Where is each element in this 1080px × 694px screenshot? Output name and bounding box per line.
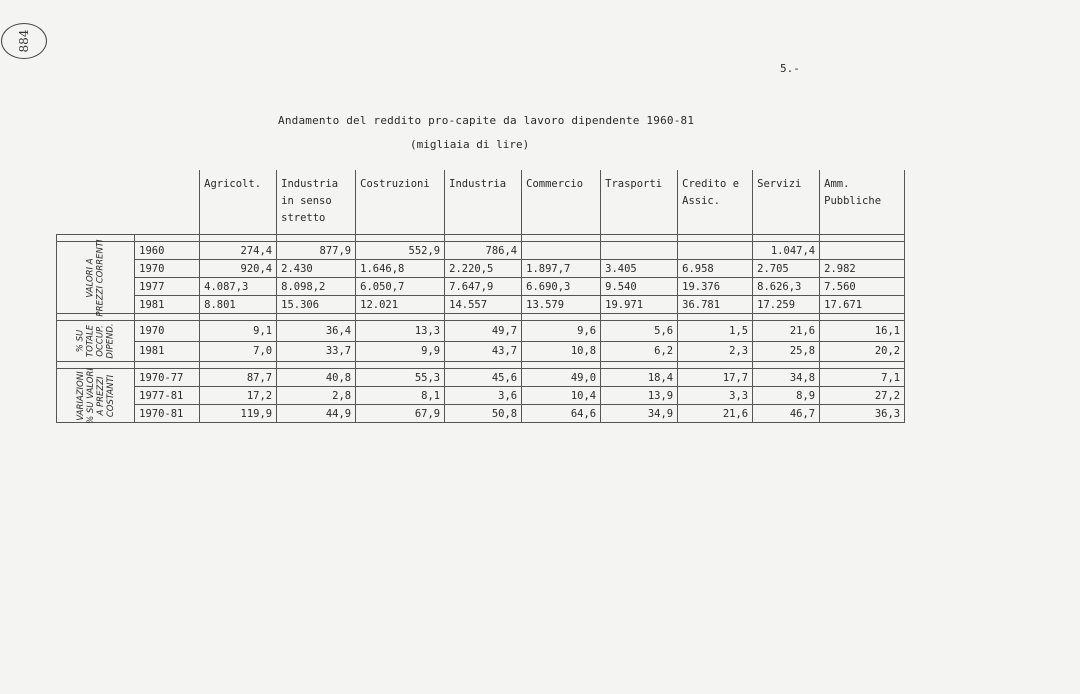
table-cell: 17.259 xyxy=(753,296,820,314)
col-header-text: Agricolt. xyxy=(204,178,262,190)
table-cell: 7,0 xyxy=(200,341,277,362)
table-cell: 2.220,5 xyxy=(445,260,522,278)
table-cell: 1.646,8 xyxy=(356,260,445,278)
table-cell: 17.671 xyxy=(820,296,905,314)
table-cell: 18,4 xyxy=(601,369,678,387)
col-header-industria-senso-stretto xyxy=(277,170,356,235)
table-cell: 64,6 xyxy=(522,405,601,423)
separator-cell xyxy=(200,314,277,321)
table-cell: 2.705 xyxy=(753,260,820,278)
col-header-text: Servizi xyxy=(757,178,802,190)
row-year: 1970-77 xyxy=(135,369,200,387)
table-cell: 19.376 xyxy=(678,278,753,296)
separator-cell xyxy=(356,235,445,242)
group-label-cell xyxy=(57,238,135,317)
table-cell: 36,3 xyxy=(820,405,905,423)
separator-cell xyxy=(277,314,356,321)
table-cell: 9,9 xyxy=(356,341,445,362)
table-cell: 21,6 xyxy=(678,405,753,423)
table-cell: 6.690,3 xyxy=(522,278,601,296)
table-cell: 786,4 xyxy=(445,242,522,260)
col-header-text: Credito e Assic. xyxy=(682,178,740,207)
table-row xyxy=(57,260,905,278)
table-cell xyxy=(522,242,601,260)
table-cell: 8,1 xyxy=(356,387,445,405)
table-row xyxy=(57,387,905,405)
separator-cell xyxy=(820,362,905,369)
group-label: VARIAZIONI % SU VALORI A PREZZI COSTANTI xyxy=(75,367,116,424)
table-cell: 49,0 xyxy=(522,369,601,387)
table-cell: 1.897,7 xyxy=(522,260,601,278)
group-label: VALORI A PREZZI CORRENTI xyxy=(85,238,106,317)
table-cell: 17,2 xyxy=(200,387,277,405)
stamp-seal xyxy=(1,23,47,59)
group-separator xyxy=(57,314,905,321)
separator-cell xyxy=(678,314,753,321)
separator-cell xyxy=(356,362,445,369)
table-row xyxy=(57,341,905,362)
table-cell: 21,6 xyxy=(753,321,820,342)
table-cell: 34,8 xyxy=(753,369,820,387)
separator-cell xyxy=(277,235,356,242)
separator-cell xyxy=(522,314,601,321)
table-cell: 7,1 xyxy=(820,369,905,387)
table-cell: 46,7 xyxy=(753,405,820,423)
table-cell: 4.087,3 xyxy=(200,278,277,296)
table-cell: 6.050,7 xyxy=(356,278,445,296)
table-cell: 20,2 xyxy=(820,341,905,362)
row-year: 1977 xyxy=(135,278,200,296)
table-row xyxy=(57,405,905,423)
separator-cell xyxy=(200,235,277,242)
table-cell: 2.430 xyxy=(277,260,356,278)
separator-cell xyxy=(601,235,678,242)
col-header-commercio xyxy=(522,170,601,235)
table-cell: 17,7 xyxy=(678,369,753,387)
table-cell: 16,1 xyxy=(820,321,905,342)
col-header-text: Industria xyxy=(449,178,507,190)
table-cell: 3,3 xyxy=(678,387,753,405)
separator-cell xyxy=(753,362,820,369)
col-header-text: Commercio xyxy=(526,178,584,190)
separator-cell xyxy=(135,362,200,369)
group-label-cell xyxy=(57,369,135,423)
separator-cell xyxy=(820,314,905,321)
table-cell: 7.647,9 xyxy=(445,278,522,296)
table-cell: 274,4 xyxy=(200,242,277,260)
table-body xyxy=(57,170,905,423)
separator-cell xyxy=(753,235,820,242)
separator-cell xyxy=(820,235,905,242)
separator-cell xyxy=(522,362,601,369)
separator-cell xyxy=(277,362,356,369)
table-cell: 6,2 xyxy=(601,341,678,362)
table-cell: 3.405 xyxy=(601,260,678,278)
separator-cell xyxy=(601,362,678,369)
table-row xyxy=(57,321,905,342)
row-year: 1960 xyxy=(135,242,200,260)
table-cell: 5,6 xyxy=(601,321,678,342)
header-blank-group xyxy=(57,170,135,235)
col-header-credito xyxy=(678,170,753,235)
table-cell: 14.557 xyxy=(445,296,522,314)
table-cell: 43,7 xyxy=(445,341,522,362)
table-cell: 10,4 xyxy=(522,387,601,405)
table-cell xyxy=(678,242,753,260)
col-header-industria xyxy=(445,170,522,235)
row-year: 1970 xyxy=(135,260,200,278)
table-cell: 36,4 xyxy=(277,321,356,342)
table-cell: 2,8 xyxy=(277,387,356,405)
col-header-costruzioni xyxy=(356,170,445,235)
separator-cell xyxy=(522,235,601,242)
table-row xyxy=(57,278,905,296)
table-cell: 12.021 xyxy=(356,296,445,314)
table-cell: 920,4 xyxy=(200,260,277,278)
separator-cell xyxy=(678,362,753,369)
col-header-text: Amm. Pubbliche xyxy=(824,178,882,207)
separator-cell xyxy=(200,362,277,369)
table-cell: 13,3 xyxy=(356,321,445,342)
separator-cell xyxy=(135,314,200,321)
table-cell: 49,7 xyxy=(445,321,522,342)
table-cell xyxy=(601,242,678,260)
group-label-cell xyxy=(57,321,135,362)
table-cell: 1.047,4 xyxy=(753,242,820,260)
table-cell: 25,8 xyxy=(753,341,820,362)
table-cell: 8.098,2 xyxy=(277,278,356,296)
table-cell: 2,3 xyxy=(678,341,753,362)
row-year: 1970-81 xyxy=(135,405,200,423)
col-header-text: Industria in senso stretto xyxy=(281,178,339,224)
col-header-text: Costruzioni xyxy=(360,178,430,190)
separator-cell xyxy=(753,314,820,321)
page-number: 5.- xyxy=(780,62,800,75)
page-title: Andamento del reddito pro-capite da lavoro dipendente 1960-81 xyxy=(278,114,695,127)
separator-cell xyxy=(678,235,753,242)
separator-cell xyxy=(445,362,522,369)
separator-cell xyxy=(445,235,522,242)
row-year: 1970 xyxy=(135,321,200,342)
table-cell: 19.971 xyxy=(601,296,678,314)
table-cell: 40,8 xyxy=(277,369,356,387)
table-cell: 13.579 xyxy=(522,296,601,314)
table-cell: 9.540 xyxy=(601,278,678,296)
header-blank-year xyxy=(135,170,200,235)
group-label: % SU TOTALE OCCUP. DIPEND. xyxy=(75,323,116,359)
separator-cell xyxy=(135,235,200,242)
header-row xyxy=(57,170,905,235)
table-row xyxy=(57,296,905,314)
table-cell: 34,9 xyxy=(601,405,678,423)
table-cell: 36.781 xyxy=(678,296,753,314)
table-cell: 50,8 xyxy=(445,405,522,423)
table-cell: 45,6 xyxy=(445,369,522,387)
table-cell: 87,7 xyxy=(200,369,277,387)
stamp-text: 884 xyxy=(17,29,31,53)
page-subtitle: (migliaia di lire) xyxy=(410,138,530,151)
table-cell: 8.801 xyxy=(200,296,277,314)
table-cell: 552,9 xyxy=(356,242,445,260)
table-cell: 44,9 xyxy=(277,405,356,423)
col-header-trasporti xyxy=(601,170,678,235)
table-cell: 15.306 xyxy=(277,296,356,314)
table-cell: 1,5 xyxy=(678,321,753,342)
table-cell: 119,9 xyxy=(200,405,277,423)
row-year: 1981 xyxy=(135,341,200,362)
separator-cell xyxy=(356,314,445,321)
col-header-agricoltura xyxy=(200,170,277,235)
table-cell: 6.958 xyxy=(678,260,753,278)
separator-cell xyxy=(445,314,522,321)
table-cell: 67,9 xyxy=(356,405,445,423)
table-cell: 2.982 xyxy=(820,260,905,278)
group-separator xyxy=(57,235,905,242)
table-cell: 3,6 xyxy=(445,387,522,405)
table-cell: 27,2 xyxy=(820,387,905,405)
col-header-text: Trasporti xyxy=(605,178,663,190)
table-cell: 55,3 xyxy=(356,369,445,387)
table-cell: 9,1 xyxy=(200,321,277,342)
row-year: 1977-81 xyxy=(135,387,200,405)
col-header-servizi xyxy=(753,170,820,235)
table-cell: 8,9 xyxy=(753,387,820,405)
table-cell: 33,7 xyxy=(277,341,356,362)
table-cell: 877,9 xyxy=(277,242,356,260)
table-cell: 10,8 xyxy=(522,341,601,362)
col-header-amm-pubbliche xyxy=(820,170,905,235)
table-row xyxy=(57,369,905,387)
group-separator xyxy=(57,362,905,369)
separator-cell xyxy=(601,314,678,321)
table-cell: 9,6 xyxy=(522,321,601,342)
table-cell xyxy=(820,242,905,260)
table-cell: 13,9 xyxy=(601,387,678,405)
row-year: 1981 xyxy=(135,296,200,314)
table-cell: 7.560 xyxy=(820,278,905,296)
table-cell: 8.626,3 xyxy=(753,278,820,296)
income-table xyxy=(56,170,905,423)
table-row xyxy=(57,242,905,260)
